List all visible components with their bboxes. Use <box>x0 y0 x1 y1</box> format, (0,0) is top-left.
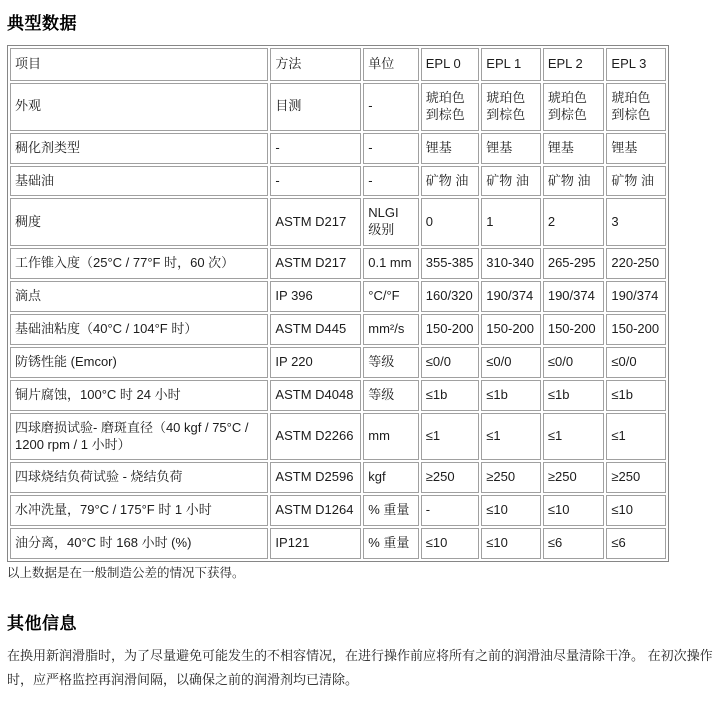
table-row <box>10 133 666 164</box>
value-cell: ≤1 <box>543 413 605 461</box>
value-cell: 150-200 <box>543 314 605 345</box>
value-cell: 琥珀色到棕色 <box>606 83 666 131</box>
table-header-row <box>10 48 666 81</box>
unit-cell: kgf <box>363 462 419 493</box>
table-header-cell: EPL 3 <box>606 48 666 81</box>
value-cell: ≤10 <box>606 495 666 526</box>
item-cell: 稠化剂类型 <box>10 133 268 164</box>
item-cell: 稠度 <box>10 198 268 246</box>
item-cell: 滴点 <box>10 281 268 312</box>
value-cell: 190/374 <box>606 281 666 312</box>
item-cell: 油分离，40°C 时 168 小时 (%) <box>10 528 268 559</box>
table-body <box>10 83 666 559</box>
item-cell: 铜片腐蚀，100°C 时 24 小时 <box>10 380 268 411</box>
method-cell: IP 220 <box>270 347 361 378</box>
value-cell: - <box>421 495 480 526</box>
value-cell: 琥珀色到棕色 <box>421 83 480 131</box>
value-cell: 1 <box>481 198 541 246</box>
table-header-cell: EPL 1 <box>481 48 541 81</box>
table-footnote: 以上数据是在一般制造公差的情况下获得。 <box>7 566 245 581</box>
value-cell: ≤10 <box>481 495 541 526</box>
method-cell: - <box>270 166 361 197</box>
value-cell: 锂基 <box>543 133 605 164</box>
value-cell: ≤0/0 <box>481 347 541 378</box>
method-cell: ASTM D2266 <box>270 413 361 461</box>
value-cell: ≤1b <box>421 380 480 411</box>
method-cell: 目测 <box>270 83 361 131</box>
item-cell: 工作锥入度（25°C / 77°F 时，60 次） <box>10 248 268 279</box>
value-cell: 锂基 <box>421 133 480 164</box>
value-cell: 琥珀色到棕色 <box>481 83 541 131</box>
method-cell: IP 396 <box>270 281 361 312</box>
table-row <box>10 347 666 378</box>
value-cell: 265-295 <box>543 248 605 279</box>
value-cell: ≤1b <box>606 380 666 411</box>
unit-cell: - <box>363 83 419 131</box>
value-cell: 0 <box>421 198 480 246</box>
unit-cell: NLGI 级别 <box>363 198 419 246</box>
method-cell: ASTM D217 <box>270 198 361 246</box>
unit-cell: 0.1 mm <box>363 248 419 279</box>
value-cell: ≤1b <box>543 380 605 411</box>
item-cell: 水冲洗量，79°C / 175°F 时 1 小时 <box>10 495 268 526</box>
value-cell: 150-200 <box>606 314 666 345</box>
table-row <box>10 281 666 312</box>
value-cell: ≤10 <box>481 528 541 559</box>
value-cell: ≤10 <box>421 528 480 559</box>
table-row <box>10 413 666 461</box>
value-cell: ≤1 <box>606 413 666 461</box>
method-cell: ASTM D217 <box>270 248 361 279</box>
value-cell: 锂基 <box>481 133 541 164</box>
value-cell: 矿物 油 <box>543 166 605 197</box>
method-cell: ASTM D2596 <box>270 462 361 493</box>
value-cell: ≤1 <box>421 413 480 461</box>
value-cell: 矿物 油 <box>481 166 541 197</box>
table-row <box>10 495 666 526</box>
table-header-cell: 方法 <box>270 48 361 81</box>
item-cell: 外观 <box>10 83 268 131</box>
value-cell: ≤1 <box>481 413 541 461</box>
table-header-cell: EPL 0 <box>421 48 480 81</box>
unit-cell: °C/°F <box>363 281 419 312</box>
value-cell: 310-340 <box>481 248 541 279</box>
item-cell: 四球烧结负荷试验 - 烧结负荷 <box>10 462 268 493</box>
unit-cell: - <box>363 166 419 197</box>
table-header-cell: EPL 2 <box>543 48 605 81</box>
table-row <box>10 528 666 559</box>
value-cell: ≤10 <box>543 495 605 526</box>
table-row <box>10 380 666 411</box>
value-cell: ≥250 <box>421 462 480 493</box>
typical-data-table <box>7 45 669 562</box>
unit-cell: 等级 <box>363 347 419 378</box>
table-row <box>10 198 666 246</box>
value-cell: ≤6 <box>606 528 666 559</box>
value-cell: 150-200 <box>481 314 541 345</box>
unit-cell: - <box>363 133 419 164</box>
table-row <box>10 314 666 345</box>
table-row <box>10 166 666 197</box>
method-cell: IP121 <box>270 528 361 559</box>
value-cell: 锂基 <box>606 133 666 164</box>
value-cell: 3 <box>606 198 666 246</box>
table-header-cell: 项目 <box>10 48 268 81</box>
value-cell: 190/374 <box>481 281 541 312</box>
value-cell: 2 <box>543 198 605 246</box>
unit-cell: mm²/s <box>363 314 419 345</box>
unit-cell: 等级 <box>363 380 419 411</box>
other-info-title: 其他信息 <box>7 613 77 633</box>
table-row <box>10 83 666 131</box>
value-cell: ≥250 <box>606 462 666 493</box>
value-cell: ≤0/0 <box>606 347 666 378</box>
unit-cell: % 重量 <box>363 528 419 559</box>
value-cell: ≤0/0 <box>543 347 605 378</box>
method-cell: ASTM D4048 <box>270 380 361 411</box>
value-cell: ≤1b <box>481 380 541 411</box>
value-cell: ≥250 <box>543 462 605 493</box>
table-row <box>10 462 666 493</box>
item-cell: 防锈性能 (Emcor) <box>10 347 268 378</box>
value-cell: 190/374 <box>543 281 605 312</box>
value-cell: 150-200 <box>421 314 480 345</box>
value-cell: 220-250 <box>606 248 666 279</box>
other-info-text: 在换用新润滑脂时，为了尽量避免可能发生的不相容情况，在进行操作前应将所有之前的润滑油尽量清除干净。 在初次操作时，应严格监控再润滑间隔，以确保之前的润滑剂均已清除。 <box>7 647 713 687</box>
value-cell: 355-385 <box>421 248 480 279</box>
value-cell: 矿物 油 <box>606 166 666 197</box>
unit-cell: mm <box>363 413 419 461</box>
value-cell: ≥250 <box>481 462 541 493</box>
value-cell: 矿物 油 <box>421 166 480 197</box>
item-cell: 基础油粘度（40°C / 104°F 时） <box>10 314 268 345</box>
value-cell: ≤0/0 <box>421 347 480 378</box>
item-cell: 四球磨损试验- 磨斑直径（40 kgf / 75°C / 1200 rpm / 1 小时） <box>10 413 268 461</box>
unit-cell: % 重量 <box>363 495 419 526</box>
method-cell: ASTM D445 <box>270 314 361 345</box>
value-cell: 琥珀色到棕色 <box>543 83 605 131</box>
value-cell: ≤6 <box>543 528 605 559</box>
method-cell: - <box>270 133 361 164</box>
value-cell: 160/320 <box>421 281 480 312</box>
table-row <box>10 248 666 279</box>
method-cell: ASTM D1264 <box>270 495 361 526</box>
item-cell: 基础油 <box>10 166 268 197</box>
page-title: 典型数据 <box>7 14 77 33</box>
table-header-cell: 单位 <box>363 48 419 81</box>
